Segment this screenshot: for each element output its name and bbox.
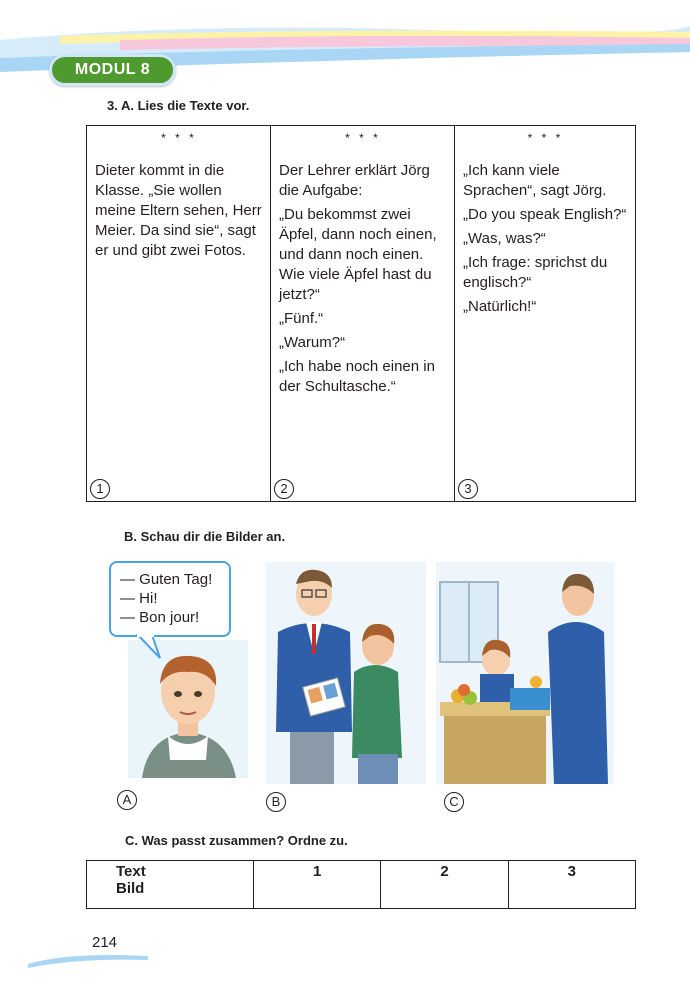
text-paragraph: „Natürlich!“ — [463, 298, 537, 315]
text-paragraph: Der Lehrer erklärt Jörg die Aufgabe: — [279, 162, 430, 199]
matching-number: 2 — [440, 863, 449, 880]
stars-separator: * * * — [527, 131, 564, 145]
row-header-text: Text — [116, 863, 146, 880]
speech-bubble — [109, 561, 231, 637]
matching-number: 3 — [567, 863, 576, 880]
matching-cell-1[interactable] — [254, 861, 381, 909]
text-column-3 — [454, 126, 635, 501]
matching-cell-2[interactable] — [381, 861, 508, 909]
matching-row-headers — [87, 861, 254, 909]
stars-separator: * * * — [345, 131, 381, 145]
text-paragraph: „Ich frage: sprichst du englisch?“ — [463, 254, 608, 291]
matching-cell-3[interactable] — [508, 861, 635, 909]
text-number-badge: 2 — [274, 479, 294, 499]
page-number: 214 — [92, 934, 118, 951]
text-number-badge: 3 — [458, 479, 478, 499]
matching-number: 1 — [312, 863, 322, 880]
text-paragraph: „Do you speak English?“ — [463, 206, 627, 223]
picture-label-a: A — [117, 790, 137, 810]
picture-c-classroom-desk — [436, 562, 614, 784]
stars-separator: * * * — [161, 131, 197, 145]
bubble-tail — [136, 634, 162, 660]
task-c-title: C. Was passt zusammen? Ordne zu. — [125, 833, 348, 848]
matching-table — [86, 860, 636, 909]
text-column-1 — [87, 126, 270, 501]
text-paragraph: „Fünf.“ — [279, 310, 324, 327]
picture-label-c: C — [444, 792, 464, 812]
texts-table — [86, 125, 636, 502]
module-badge: MODUL 8 — [49, 54, 176, 86]
picture-label-b: B — [266, 792, 286, 812]
text-paragraph: „Ich habe noch einen in der Schultasche.“ — [279, 358, 435, 395]
bubble-line: — Guten Tag! — [120, 571, 213, 588]
text-number-badge: 1 — [90, 479, 110, 499]
text-paragraph: „Du bekommst zwei Äpfel, dann noch einen, und dann noch einen. Wie viele Äpfel hast du jetzt?“ — [279, 206, 437, 303]
picture-b-teacher-and-boy — [266, 562, 426, 784]
text-paragraph: „Was, was?“ — [463, 230, 546, 247]
bubble-line: — Hi! — [120, 590, 158, 607]
task-b-title: B. Schau dir die Bilder an. — [124, 529, 286, 544]
text-column-2 — [270, 126, 454, 501]
text-paragraph: Dieter kommt in die Klasse. „Sie wollen meine Eltern sehen, Herr Meier. Da sind sie“, sagt er und gibt zwei Fotos. — [95, 162, 262, 259]
footer-wave-decoration — [28, 950, 148, 968]
row-header-picture: Bild — [116, 880, 145, 897]
bubble-line: — Bon jour! — [120, 609, 200, 626]
text-paragraph: „Ich kann viele Sprachen“, sagt Jörg. — [463, 162, 607, 199]
picture-a-boy — [128, 640, 248, 778]
text-paragraph: „Warum?“ — [279, 334, 346, 351]
task-a-title: 3. A. Lies die Texte vor. — [107, 98, 250, 113]
